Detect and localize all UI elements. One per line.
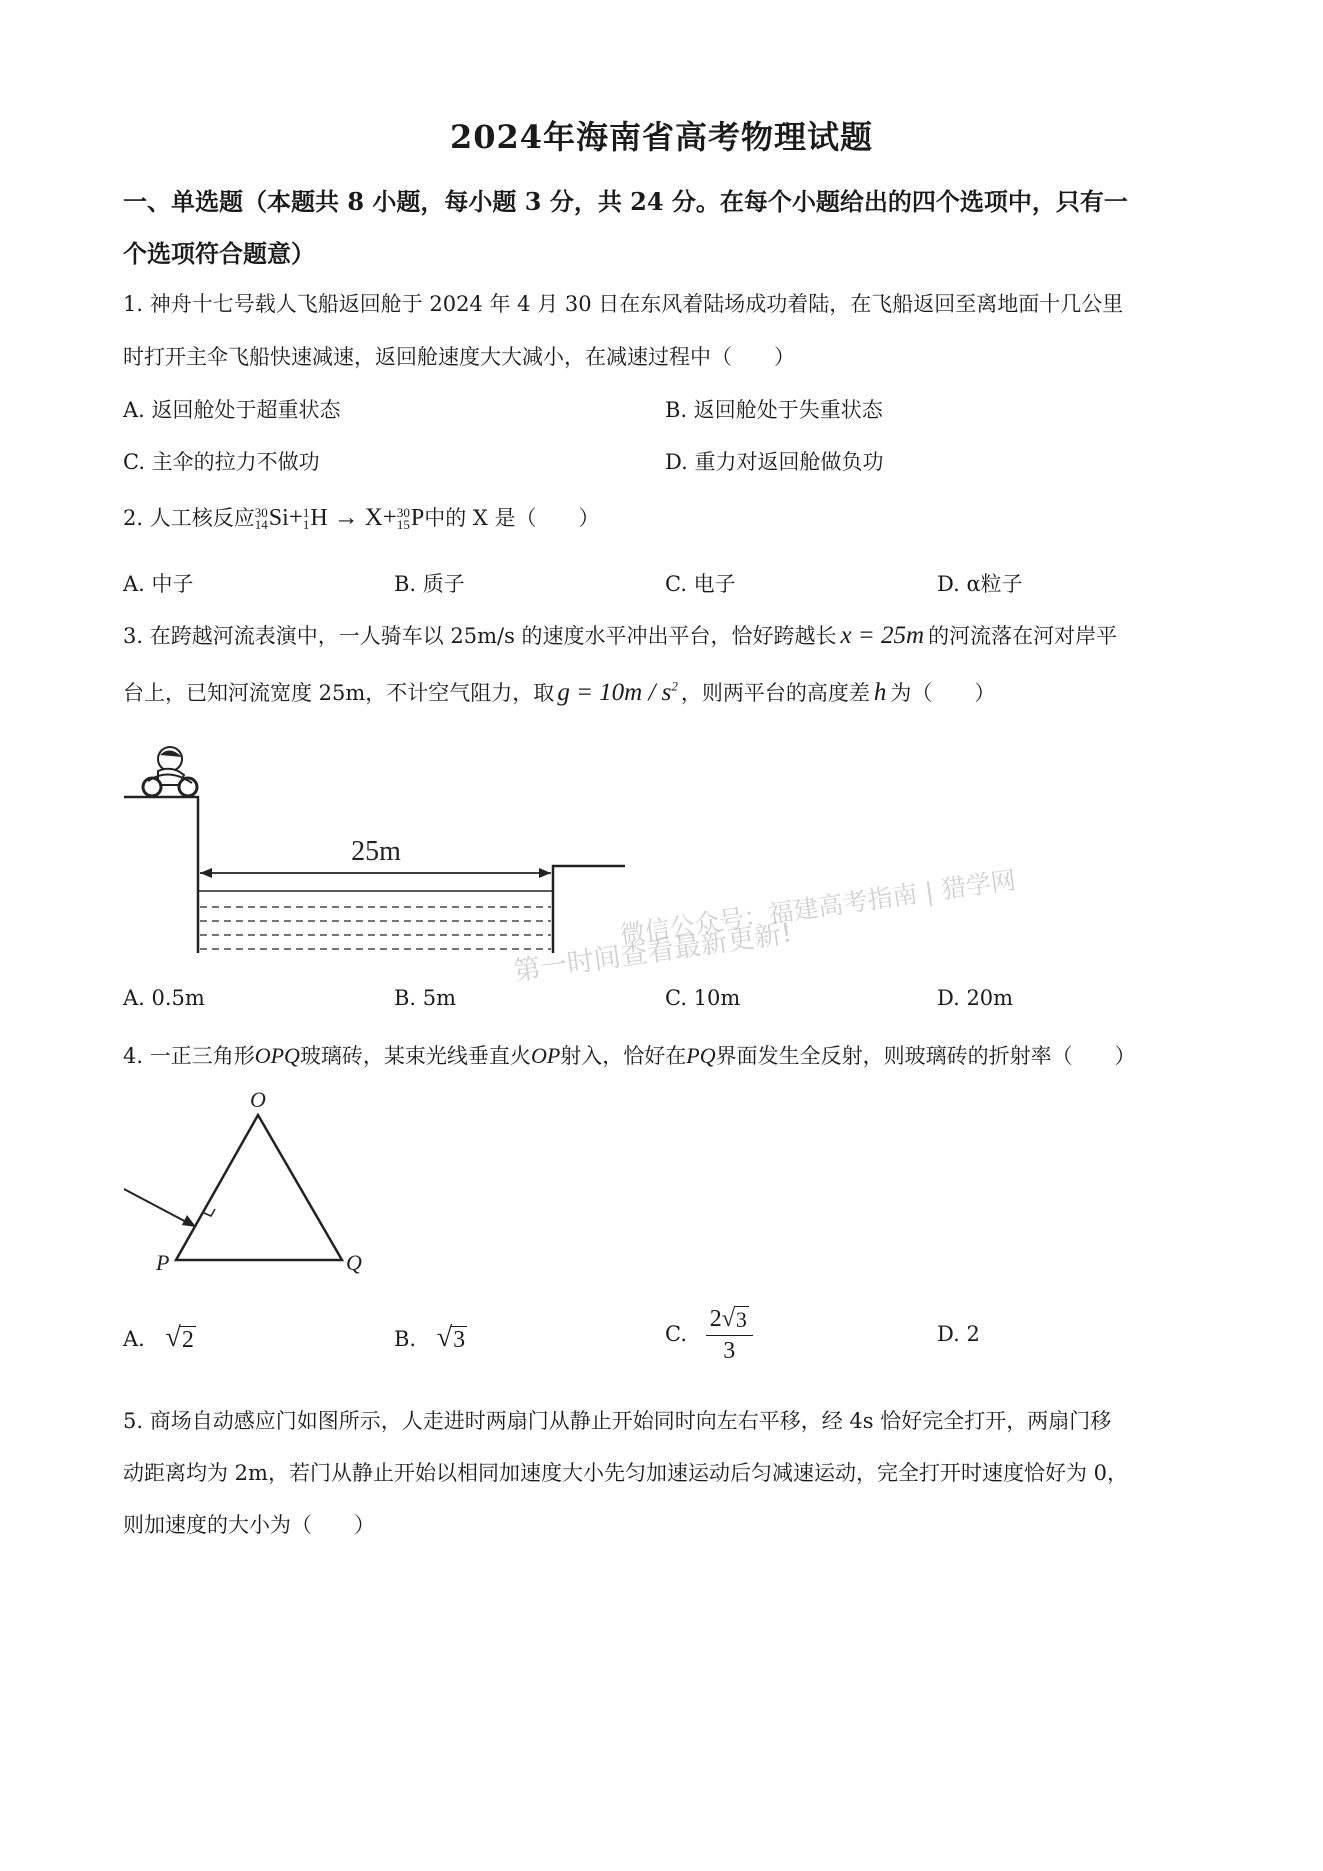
h-atomic-number: 1 (302, 517, 310, 533)
q3-line2 (123, 677, 995, 707)
vertex-o-label: O (250, 1087, 266, 1112)
q3-line2-text-b: ，则两平台的高度差 (680, 681, 870, 705)
q3-line1-text-b: 的河流落在河对岸平 (928, 624, 1118, 648)
q4-option-b (394, 1322, 467, 1354)
q4-option-a-label: A. (123, 1327, 145, 1351)
p-atomic-number: 15 (396, 517, 410, 533)
triangle-prism-figure (120, 1085, 380, 1275)
q3-gravity-exponent: 2 (671, 678, 678, 694)
q4-text-b: 玻璃砖，某束光线垂直火 (299, 1044, 531, 1068)
si-atomic-number: 14 (254, 517, 268, 533)
q4-option-c (665, 1306, 753, 1365)
q4-triangle-name: OPQ (254, 1043, 300, 1068)
q3-line1 (123, 620, 1117, 650)
q2-option-d: D. α粒子 (937, 572, 1023, 596)
q4-line1 (123, 1040, 1136, 1070)
section-heading-line1: 一、单选题（本题共 8 小题，每小题 3 分，共 24 分。在每个小题给出的四个选项中，只有一 (123, 187, 1128, 216)
q1-option-a: A. 返回舱处于超重状态 (123, 398, 341, 422)
q4-option-b-label: B. (394, 1327, 417, 1351)
q4-option-c-radicand: 3 (735, 1307, 747, 1332)
q3-line2-text-c: 为（ ） (890, 681, 996, 705)
q4-option-a-sqrt: √ 2 (165, 1322, 194, 1353)
q2-line: 2. 人工核反应 30 14 Si+ 1 1 H → X+ 30 15 P中的 X 是（ ） (123, 504, 600, 533)
q3-line1-text-a: 3. 在跨越河流表演中，一人骑车以 25m/s 的速度水平冲出平台，恰好跨越长 (123, 624, 837, 648)
q4-option-c-denominator: 3 (723, 1338, 736, 1364)
vertex-p-label: P (156, 1250, 170, 1275)
river-jump-figure (120, 735, 630, 960)
q3-option-a: A. 0.5m (123, 986, 205, 1010)
page-title: 2024年海南省高考物理试题 (449, 118, 874, 156)
river-width-label: 25m (351, 836, 401, 867)
motorcycle-rider-icon (143, 747, 197, 796)
q3-option-b: B. 5m (394, 986, 457, 1010)
q4-option-c-label: C. (665, 1322, 687, 1346)
nuclide-p (397, 505, 424, 532)
q2-option-a: A. 中子 (123, 572, 194, 596)
h-symbol: H (310, 505, 328, 531)
q4-option-a (123, 1322, 196, 1354)
q5-line2: 动距离均为 2m，若门从静止开始以相同加速度大小先匀加速运动后匀减速运动，完全打开时速度恰好为 0， (123, 1461, 1128, 1485)
q5-line3: 则加速度的大小为（ ） (123, 1513, 375, 1537)
q1-line2: 时打开主伞飞船快速减速，返回舱速度大大减小，在减速过程中（ ） (123, 345, 795, 369)
q4-option-b-radicand: 3 (453, 1327, 466, 1353)
q1-option-b: B. 返回舱处于失重状态 (665, 398, 883, 422)
q4-text-c: 射入，恰好在 (560, 1044, 687, 1068)
nuclide-h (303, 505, 328, 532)
si-mass-number: 30 (254, 505, 268, 521)
q3-line2-text-a: 台上，已知河流宽度 25m，不计空气阻力，取 (123, 681, 555, 705)
q1-option-c: C. 主伞的拉力不做功 (123, 450, 320, 474)
nuclide-si (255, 505, 289, 532)
reaction-arrow: → (333, 504, 359, 531)
p-mass-number: 30 (396, 505, 410, 521)
q4-text-a: 4. 一正三角形 (123, 1044, 255, 1068)
q3-gravity (557, 679, 678, 706)
watermark-line1: 微信公众号：福建高考指南 | 猎学网 (618, 865, 1018, 950)
q4-text-d: 界面发生全反射，则玻璃砖的折射率（ ） (715, 1044, 1136, 1068)
section-heading-line2: 个选项符合题意） (123, 239, 315, 268)
q5-line1: 5. 商场自动感应门如图所示，人走进时两扇门从静止开始同时向左右平移，经 4s 恰好完全打开，两扇门移 (123, 1409, 1112, 1433)
x-product: X (364, 504, 383, 531)
h-mass-number: 1 (302, 505, 310, 521)
q3-gravity-value: g = 10m / s (557, 679, 672, 706)
q3-river-length: x = 25m (840, 622, 925, 649)
watermark-line2: 第一时间查看最新更新! (511, 917, 795, 988)
q4-option-a-radicand: 2 (181, 1327, 194, 1353)
q4-side-op: OP (530, 1043, 561, 1068)
q2-option-b: B. 质子 (394, 572, 465, 596)
q2-prefix: 2. 人工核反应 (123, 506, 255, 530)
q1-option-d: D. 重力对返回舱做负功 (665, 450, 884, 474)
q4-option-b-sqrt: √ 3 (436, 1322, 466, 1353)
si-symbol: Si (268, 505, 289, 531)
q4-option-c-coefficient: 2 (709, 1306, 722, 1332)
vertex-q-label: Q (346, 1250, 362, 1275)
p-symbol: P (410, 505, 425, 531)
q3-option-c: C. 10m (665, 986, 741, 1010)
q4-option-c-fraction: 2 √ 3 3 (706, 1306, 753, 1365)
q2-option-c: C. 电子 (665, 572, 736, 596)
q4-option-d: D. 2 (937, 1322, 980, 1346)
q3-option-d: D. 20m (937, 986, 1014, 1010)
q3-height-symbol: h (873, 679, 887, 706)
q1-line1: 1. 神舟十七号载人飞船返回舱于 2024 年 4 月 30 日在东风着陆场成功着陆，在飞船返回至离地面十几公里 (123, 292, 1124, 316)
q4-side-pq: PQ (686, 1043, 716, 1068)
q2-suffix: 中的 X 是（ ） (424, 506, 600, 530)
